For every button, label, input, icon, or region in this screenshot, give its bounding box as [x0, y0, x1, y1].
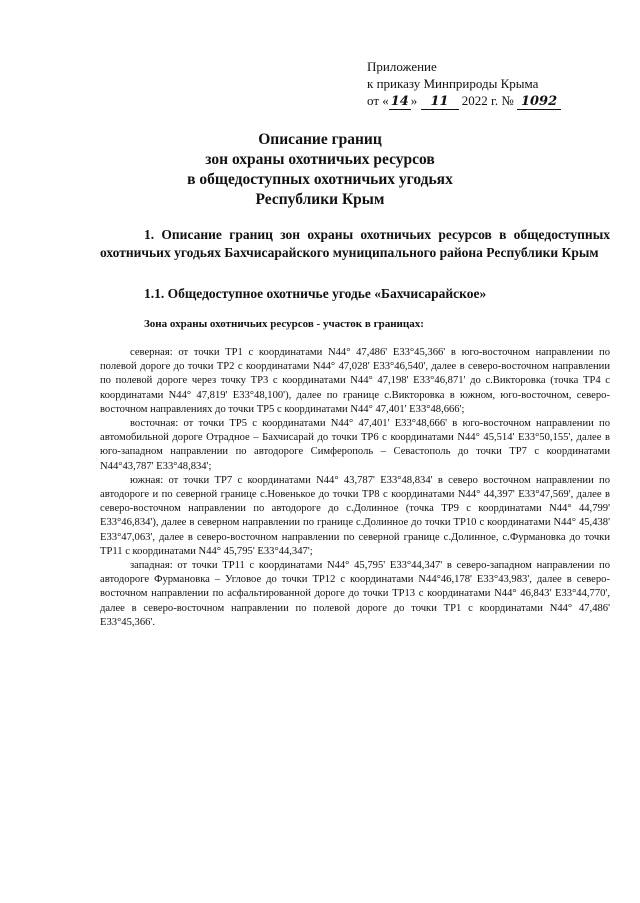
order-date-line	[367, 92, 561, 110]
title-line-3: в общедоступных охотничьих угодьях	[187, 171, 453, 188]
boundary-text: от точки ТР11 с координатами N44° 45,795' E33°44,347' в северо-западном направлении по автодороге Фурмановка – Угловое до точки ТР12 с координатами N44°46,178' E33°43,983', далее в северо-восточном направлении по асфальтированной дороге до точки ТР13 с координатами N44° 46,843' E33°44,770', далее в северо-восточном направлении по полевой дороге до точки ТР1 с координатами N44° 47,486' E33°45,366'.	[100, 560, 610, 628]
boundary-text: от точки ТР5 с координатами N44° 47,401' E33°48,666' в юго-восточном направлении по автомобильной дороге Отрадное – Бахчисарай до точки ТР6 с координатами N44° 45,514' E33°50,155', далее в юго-западном направлении по автодороге Симферополь – Севастополь до точки ТР7 с координатами N44°43,787' E33°48,834';	[100, 418, 610, 472]
handwritten-month: 11	[421, 95, 459, 110]
zone-heading: Зона охраны охотничьих ресурсов - участок в границах:	[144, 318, 424, 330]
subsection-heading: 1.1. Общедоступное охотничье угодье «Бахчисарайское»	[144, 286, 487, 301]
appendix-label: Приложение	[367, 59, 437, 74]
handwritten-day: 14	[390, 94, 409, 109]
title-line-4: Республики Крым	[255, 191, 385, 208]
boundary-north	[100, 346, 610, 417]
boundary-descriptions	[100, 346, 610, 630]
handwritten-order-number: 1092	[517, 95, 561, 110]
boundary-text: от точки ТР1 с координатами N44° 47,486' E33°45,366' в юго-восточном направлении по полевой дороге до точки ТР2 с координатами N44° 47,028' E33°46,540', далее в северо-восточном направлении по полевой дороге через точку ТР3 с координатами N44° 47,198' E33°46,871' до с.Викторовка (точка ТР4 с координатами N44° 47,819' E33°48,100'), далее по границе с.Викторовка в южном, юго-восточном, северо-восточном направлениях до точки ТР5 с координатами N44° 47,401' E33°48,666';	[100, 347, 610, 415]
document-title	[100, 130, 540, 210]
appendix-block	[367, 58, 561, 110]
boundary-label: северная:	[130, 347, 173, 358]
date-year: 2022 г. №	[461, 93, 514, 108]
boundary-label: восточная:	[130, 418, 179, 430]
boundary-west	[100, 559, 610, 630]
title-line-1: Описание границ	[258, 131, 382, 148]
date-mid: »	[410, 93, 418, 108]
section-heading: 1. Описание границ зон охраны охотничьих ресурсов в общедоступных охотничьих угодьях Бахчисарайского муниципального района Республики Крым	[100, 227, 610, 260]
date-prefix: от «	[367, 93, 389, 108]
boundary-text: от точки ТР7 с координатами N44° 43,787' E33°48,834' в северо восточном направлении по автодороге и по северной границе с.Новенькое до точки ТР8 с координатами N44° 44,397' E33°47,569', далее в северо-восточном направлении по автодороге до с.Долинное (точка ТР9 с координатами N44° 44,799' E33°46,834'), далее в северном направлении по границе с.Долинное до точки ТР10 с координатами N44° 45,438' E33°47,063', далее в северо-восточном направлении по северной границе с.Долинное, с.Фурмановка до точки ТР11 с координатами N44° 45,795' E33°44,347';	[100, 474, 610, 557]
boundary-label: западная:	[130, 560, 173, 572]
boundary-south	[100, 474, 610, 559]
boundary-east	[100, 417, 610, 474]
boundary-label: южная:	[130, 474, 164, 486]
title-line-2: зон охраны охотничьих ресурсов	[205, 151, 435, 168]
order-reference: к приказу Минприроды Крыма	[367, 76, 539, 91]
